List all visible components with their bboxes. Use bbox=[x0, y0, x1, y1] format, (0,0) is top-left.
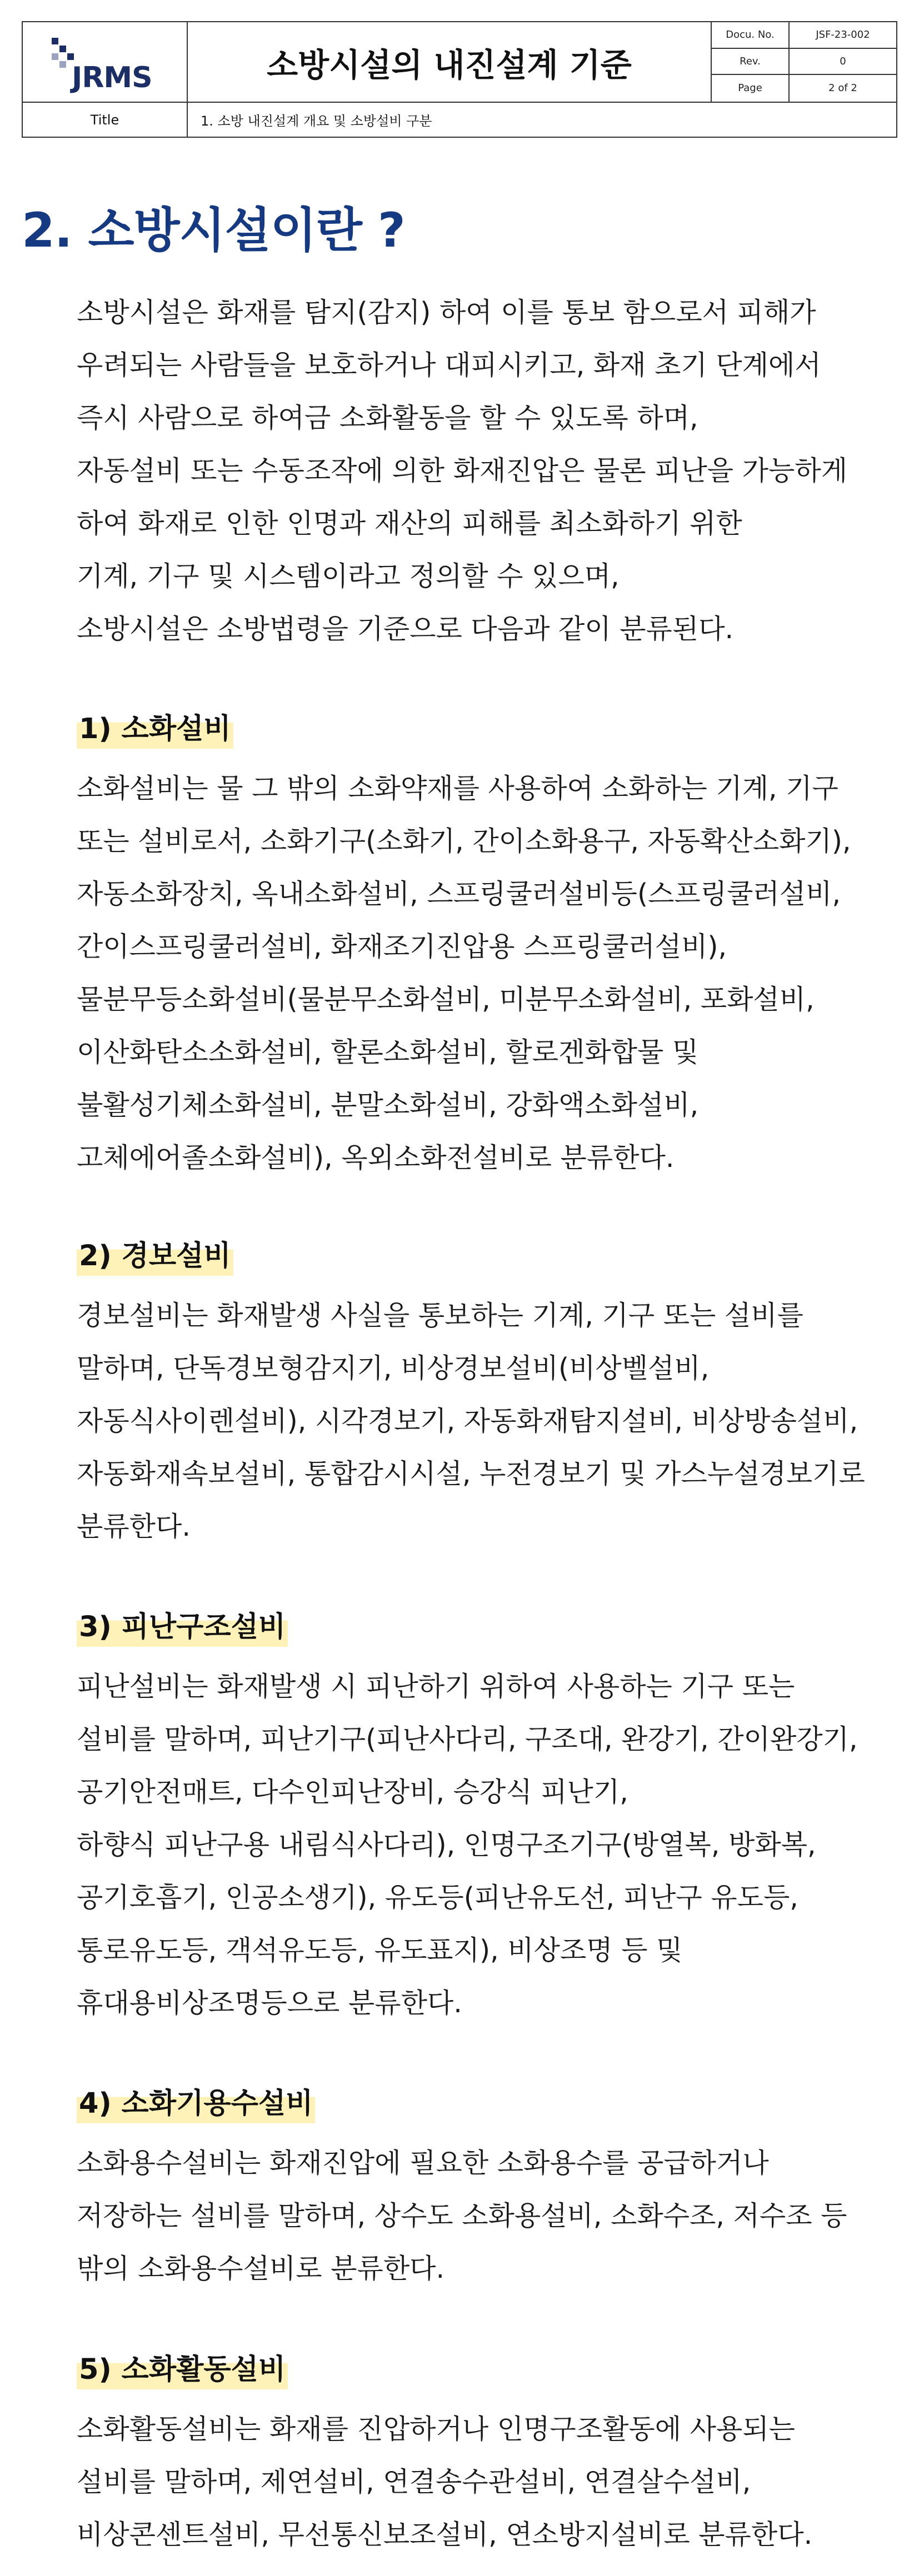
paragraph-line: 물분무등소화설비(물분무소화설비, 미분무소화설비, 포화설비, bbox=[77, 984, 815, 1015]
subsection-body-fire-extinguishing bbox=[77, 762, 899, 1184]
paragraph-line: 소화활동설비는 화재를 진압하거나 인명구조활동에 사용되는 bbox=[77, 2413, 795, 2445]
paragraph-line: 분류한다. bbox=[77, 1511, 191, 1542]
paragraph-line: 소화설비는 물 그 밖의 소화약재를 사용하여 소화하는 기계, 기구 bbox=[77, 773, 838, 804]
meta-value: JSF-23-002 bbox=[816, 29, 870, 41]
subsection-body-evacuation bbox=[77, 1660, 899, 2029]
paragraph-line: 설비를 말하며, 피난기구(피난사다리, 구조대, 완강기, 간이완강기, bbox=[77, 1723, 858, 1755]
header-title-row bbox=[23, 103, 896, 137]
paragraph-line: 비상콘센트설비, 무선통신보조설비, 연소방지설비로 분류한다. bbox=[77, 2519, 813, 2550]
meta-row-rev bbox=[712, 49, 896, 76]
subsection-body-water-supply bbox=[77, 2137, 899, 2295]
header-top-row bbox=[23, 22, 896, 103]
paragraph-line: 또는 설비로서, 소화기구(소화기, 간이소화용구, 자동확산소화기), bbox=[77, 825, 851, 857]
meta-row-page bbox=[712, 75, 896, 102]
paragraph-line: 휴대용비상조명등으로 분류한다. bbox=[77, 1987, 462, 2019]
paragraph-line: 불활성기체소화설비, 분말소화설비, 강화액소화설비, bbox=[77, 1089, 699, 1121]
title-label: Title bbox=[23, 103, 188, 137]
document-title: 소방시설의 내진설계 기준 bbox=[188, 22, 712, 102]
subsection-heading-fire-extinguishing: 1) 소화설비 bbox=[77, 710, 233, 749]
paragraph-line: 말하며, 단독경보형감지기, 비상경보설비(비상벨설비, bbox=[77, 1352, 710, 1384]
paragraph-line: 공기안전매트, 다수인피난장비, 승강식 피난기, bbox=[77, 1776, 628, 1808]
meta-row-doc-no bbox=[712, 22, 896, 49]
meta-value: 2 of 2 bbox=[828, 82, 857, 94]
meta-key: Rev. bbox=[712, 49, 790, 74]
paragraph-line: 자동화재속보설비, 통합감시시설, 누전경보기 및 가스누설경보기로 bbox=[77, 1458, 865, 1490]
paragraph-line: 설비를 말하며, 제연설비, 연결송수관설비, 연결살수설비, bbox=[77, 2466, 751, 2498]
document-header bbox=[22, 21, 897, 138]
intro-paragraph bbox=[77, 286, 899, 655]
paragraph-line: 통로유도등, 객석유도등, 유도표지), 비상조명 등 및 bbox=[77, 1934, 683, 1966]
paragraph-line: 저장하는 설비를 말하며, 상수도 소화용설비, 소화수조, 저수조 등 bbox=[77, 2200, 847, 2232]
paragraph-line: 우려되는 사람들을 보호하거나 대피시키고, 화재 초기 단계에서 bbox=[77, 349, 821, 381]
title-value: 1. 소방 내진설계 개요 및 소방설비 구분 bbox=[201, 113, 432, 129]
subsection-body-firefighting-activity bbox=[77, 2403, 899, 2561]
paragraph-line: 자동식사이렌설비), 시각경보기, 자동화재탐지설비, 비상방송설비, bbox=[77, 1405, 858, 1437]
paragraph-line: 하향식 피난구용 내림식사다리), 인명구조기구(방열복, 방화복, bbox=[77, 1829, 816, 1861]
document-meta-table bbox=[712, 22, 896, 102]
paragraph-line: 자동설비 또는 수동조작에 의한 화재진압은 물론 피난을 가능하게 bbox=[77, 455, 848, 487]
paragraph-line: 소방시설은 화재를 탐지(감지) 하여 이를 통보 함으로서 피해가 bbox=[77, 297, 816, 328]
subsection-heading-water-supply: 4) 소화기용수설비 bbox=[77, 2084, 315, 2123]
meta-key: Docu. No. bbox=[712, 22, 790, 48]
paragraph-line: 공기호흡기, 인공소생기), 유도등(피난유도선, 피난구 유도등, bbox=[77, 1882, 798, 1913]
paragraph-line: 이산화탄소소화설비, 할론소화설비, 할로겐화합물 및 bbox=[77, 1036, 699, 1068]
subsection-heading-evacuation: 3) 피난구조설비 bbox=[77, 1608, 288, 1647]
meta-key: Page bbox=[712, 75, 790, 102]
paragraph-line: 피난설비는 화재발생 시 피난하기 위하여 사용하는 기구 또는 bbox=[77, 1671, 795, 1702]
subsection-heading-alarm: 2) 경보설비 bbox=[77, 1237, 233, 1276]
subsection-body-alarm bbox=[77, 1289, 899, 1553]
logo-text: JRMS bbox=[72, 61, 152, 94]
section-heading: 2. 소방시설이란 ? bbox=[22, 203, 405, 258]
paragraph-line: 즉시 사람으로 하여금 소화활동을 할 수 있도록 하며, bbox=[77, 402, 698, 434]
subsection-heading-firefighting-activity: 5) 소화활동설비 bbox=[77, 2351, 288, 2389]
meta-value: 0 bbox=[840, 55, 846, 67]
paragraph-line: 간이스프링쿨러설비, 화재조기진압용 스프링쿨러설비), bbox=[77, 931, 727, 963]
paragraph-line: 소방시설은 소방법령을 기준으로 다음과 같이 분류된다. bbox=[77, 613, 734, 645]
paragraph-line: 소화용수설비는 화재진압에 필요한 소화용수를 공급하거나 bbox=[77, 2147, 769, 2179]
paragraph-line: 고체에어졸소화설비), 옥외소화전설비로 분류한다. bbox=[77, 1142, 675, 1174]
logo-cell bbox=[23, 22, 188, 102]
paragraph-line: 기계, 기구 및 시스템이라고 정의할 수 있으며, bbox=[77, 560, 620, 592]
paragraph-line: 경보설비는 화재발생 사실을 통보하는 기계, 기구 또는 설비를 bbox=[77, 1300, 803, 1331]
paragraph-line: 하여 화재로 인한 인명과 재산의 피해를 최소화하기 위한 bbox=[77, 508, 742, 539]
paragraph-line: 밖의 소화용수설비로 분류한다. bbox=[77, 2253, 445, 2284]
paragraph-line: 자동소화장치, 옥내소화설비, 스프링쿨러설비등(스프링쿨러설비, bbox=[77, 878, 841, 910]
